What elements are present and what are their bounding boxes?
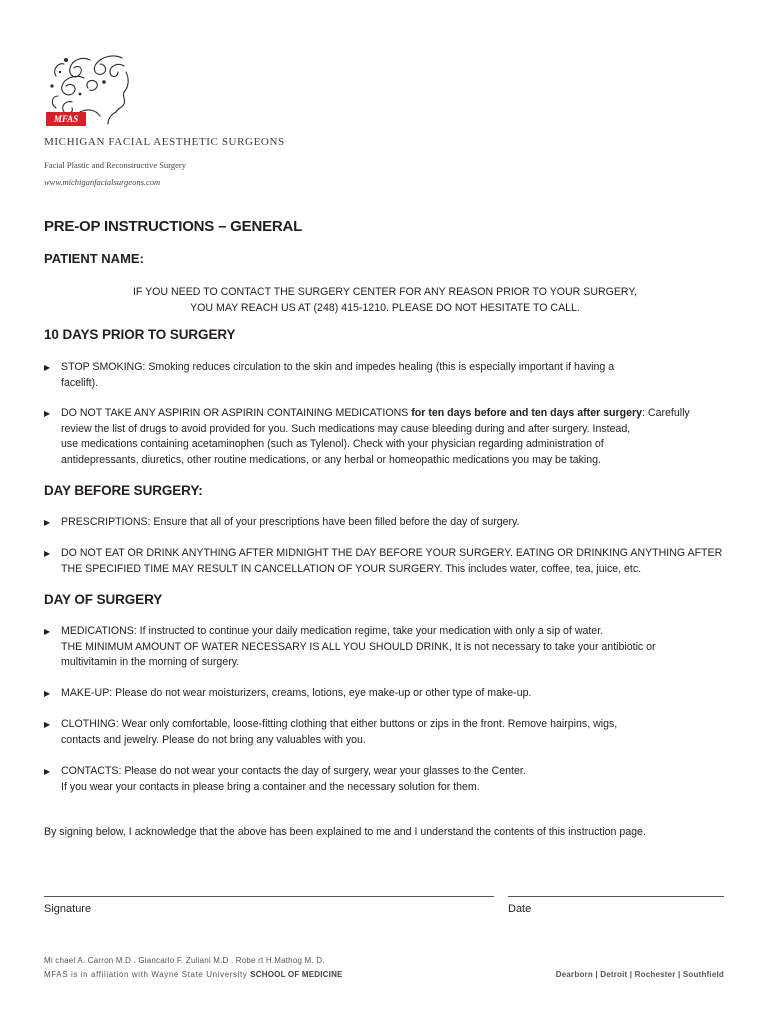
instruction-line: PRESCRIPTIONS: Ensure that all of your prescriptions have been filled before the day of surgery.: [61, 516, 520, 528]
section-heading-day-before: DAY BEFORE SURGERY:: [44, 483, 203, 498]
contact-notice: [44, 284, 726, 316]
affiliation-school: SCHOOL OF MEDICINE: [250, 970, 343, 979]
signature-label: Signature: [44, 903, 92, 915]
brand-tagline: Facial Plastic and Reconstructive Surgery: [44, 160, 186, 170]
instruction-line: facelift).: [61, 376, 99, 389]
acknowledgement-text: By signing below, I acknowledge that the above has been explained to me and I understand the contents of this instruction page.: [44, 826, 646, 838]
section-heading-10-days: 10 DAYS PRIOR TO SURGERY: [44, 327, 236, 342]
document-title: PRE-OP INSTRUCTIONS – GENERAL: [44, 218, 303, 235]
instruction-line: CONTACTS: Please do not wear your contacts the day of surgery, wear your glasses to the Center.: [61, 765, 526, 777]
website-text: www.michiganfacialsurgeons.com: [44, 177, 161, 187]
date-label: Date: [508, 903, 532, 915]
instruction-line: STOP SMOKING: Smoking reduces circulation to the skin and impedes healing (this is especially important if having a: [61, 361, 615, 373]
footer-doctors: Mi chael A. Carron M.D . Giancarlo F. Zuliani M.D . Robe rt H.Mathog M. D.: [44, 956, 325, 965]
instruction-text: DO NOT TAKE ANY ASPIRIN OR ASPIRIN CONTAINING MEDICATIONS: [61, 407, 412, 419]
bullet-arrow-icon: ▶: [44, 689, 51, 698]
bullet-arrow-icon: ▶: [44, 409, 51, 418]
instruction-line: CLOTHING: Wear only comfortable, loose-fitting clothing that either buttons or zips in the front. Remove hairpins, wigs,: [61, 718, 618, 730]
instruction-emphasis: for ten days before and ten days after surgery: [411, 407, 643, 419]
instruction-line: DO NOT EAT OR DRINK ANYTHING AFTER MIDNIGHT THE DAY BEFORE YOUR SURGERY. EATING OR DRINKING ANYTHING AFTER: [61, 547, 723, 559]
logo-badge-text: MFAS: [53, 114, 79, 124]
instruction-make-up: [44, 686, 734, 702]
instruction-line: contacts and jewelry. Please do not bring any valuables with you.: [61, 733, 366, 746]
instruction-line: THE MINIMUM AMOUNT OF WATER NECESSARY IS ALL YOU SHOULD DRINK, It is not necessary to take your antibiotic or: [61, 640, 656, 653]
affiliation-text: MFAS is in affiliation with Wayne State University: [44, 970, 251, 979]
brand-name: MICHIGAN FACIAL AESTHETIC SURGEONS: [44, 136, 285, 148]
instruction-no-aspirin: [44, 406, 734, 468]
instruction-clothing: [44, 717, 734, 748]
notice-line: YOU MAY REACH US AT (248) 415-1210. PLEASE DO NOT HESITATE TO CALL.: [190, 302, 580, 314]
footer-locations: Dearborn | Detroit | Rochester | Southfield: [555, 970, 724, 979]
instruction-line: [61, 406, 734, 422]
instruction-line: THE SPECIFIED TIME MAY RESULT IN CANCELLATION OF YOUR SURGERY. This includes water, coffee, tea, juice, etc.: [61, 562, 642, 575]
signature-field[interactable]: [44, 896, 494, 897]
section-heading-day-of: DAY OF SURGERY: [44, 592, 163, 607]
patient-name-label: PATIENT NAME:: [44, 251, 144, 266]
instruction-prescriptions: [44, 515, 734, 531]
notice-line: IF YOU NEED TO CONTACT THE SURGERY CENTER FOR ANY REASON PRIOR TO YOUR SURGERY,: [132, 286, 638, 298]
instruction-line: MAKE-UP: Please do not wear moisturizers, creams, lotions, eye make-up or other type of make-up.: [61, 687, 532, 699]
bullet-arrow-icon: ▶: [44, 627, 51, 636]
instruction-line: antidepressants, diuretics, other routine medications, or any herbal or homeopathic medications you may be taking.: [61, 453, 601, 466]
instruction-line: multivitamin in the morning of surgery.: [61, 656, 240, 668]
instruction-line: review the list of drugs to avoid provided for you. Such medications may cause bleeding during and after surgery. Instead,: [61, 422, 631, 435]
bullet-arrow-icon: ▶: [44, 363, 51, 372]
bullet-arrow-icon: ▶: [44, 518, 51, 527]
instruction-contacts: [44, 764, 734, 795]
bullet-arrow-icon: ▶: [44, 720, 51, 729]
instruction-line: MEDICATIONS: If instructed to continue your daily medication regime, take your medication with only a sip of water.: [61, 625, 604, 637]
bullet-arrow-icon: ▶: [44, 767, 51, 776]
instruction-no-eat-drink: [44, 546, 734, 577]
footer-affiliation: [44, 970, 343, 979]
instruction-medications: [44, 624, 734, 671]
instruction-line: use medications containing acetaminophen (such as Tylenol). Check with your physician regarding administration of: [61, 438, 604, 450]
instruction-stop-smoking: [44, 360, 734, 391]
instruction-line: If you wear your contacts in please bring a container and the necessary solution for them.: [61, 780, 480, 793]
bullet-arrow-icon: ▶: [44, 549, 51, 558]
date-field[interactable]: [508, 896, 724, 897]
mfas-logo-icon: [44, 52, 134, 128]
instruction-text: : Carefully: [642, 407, 690, 419]
